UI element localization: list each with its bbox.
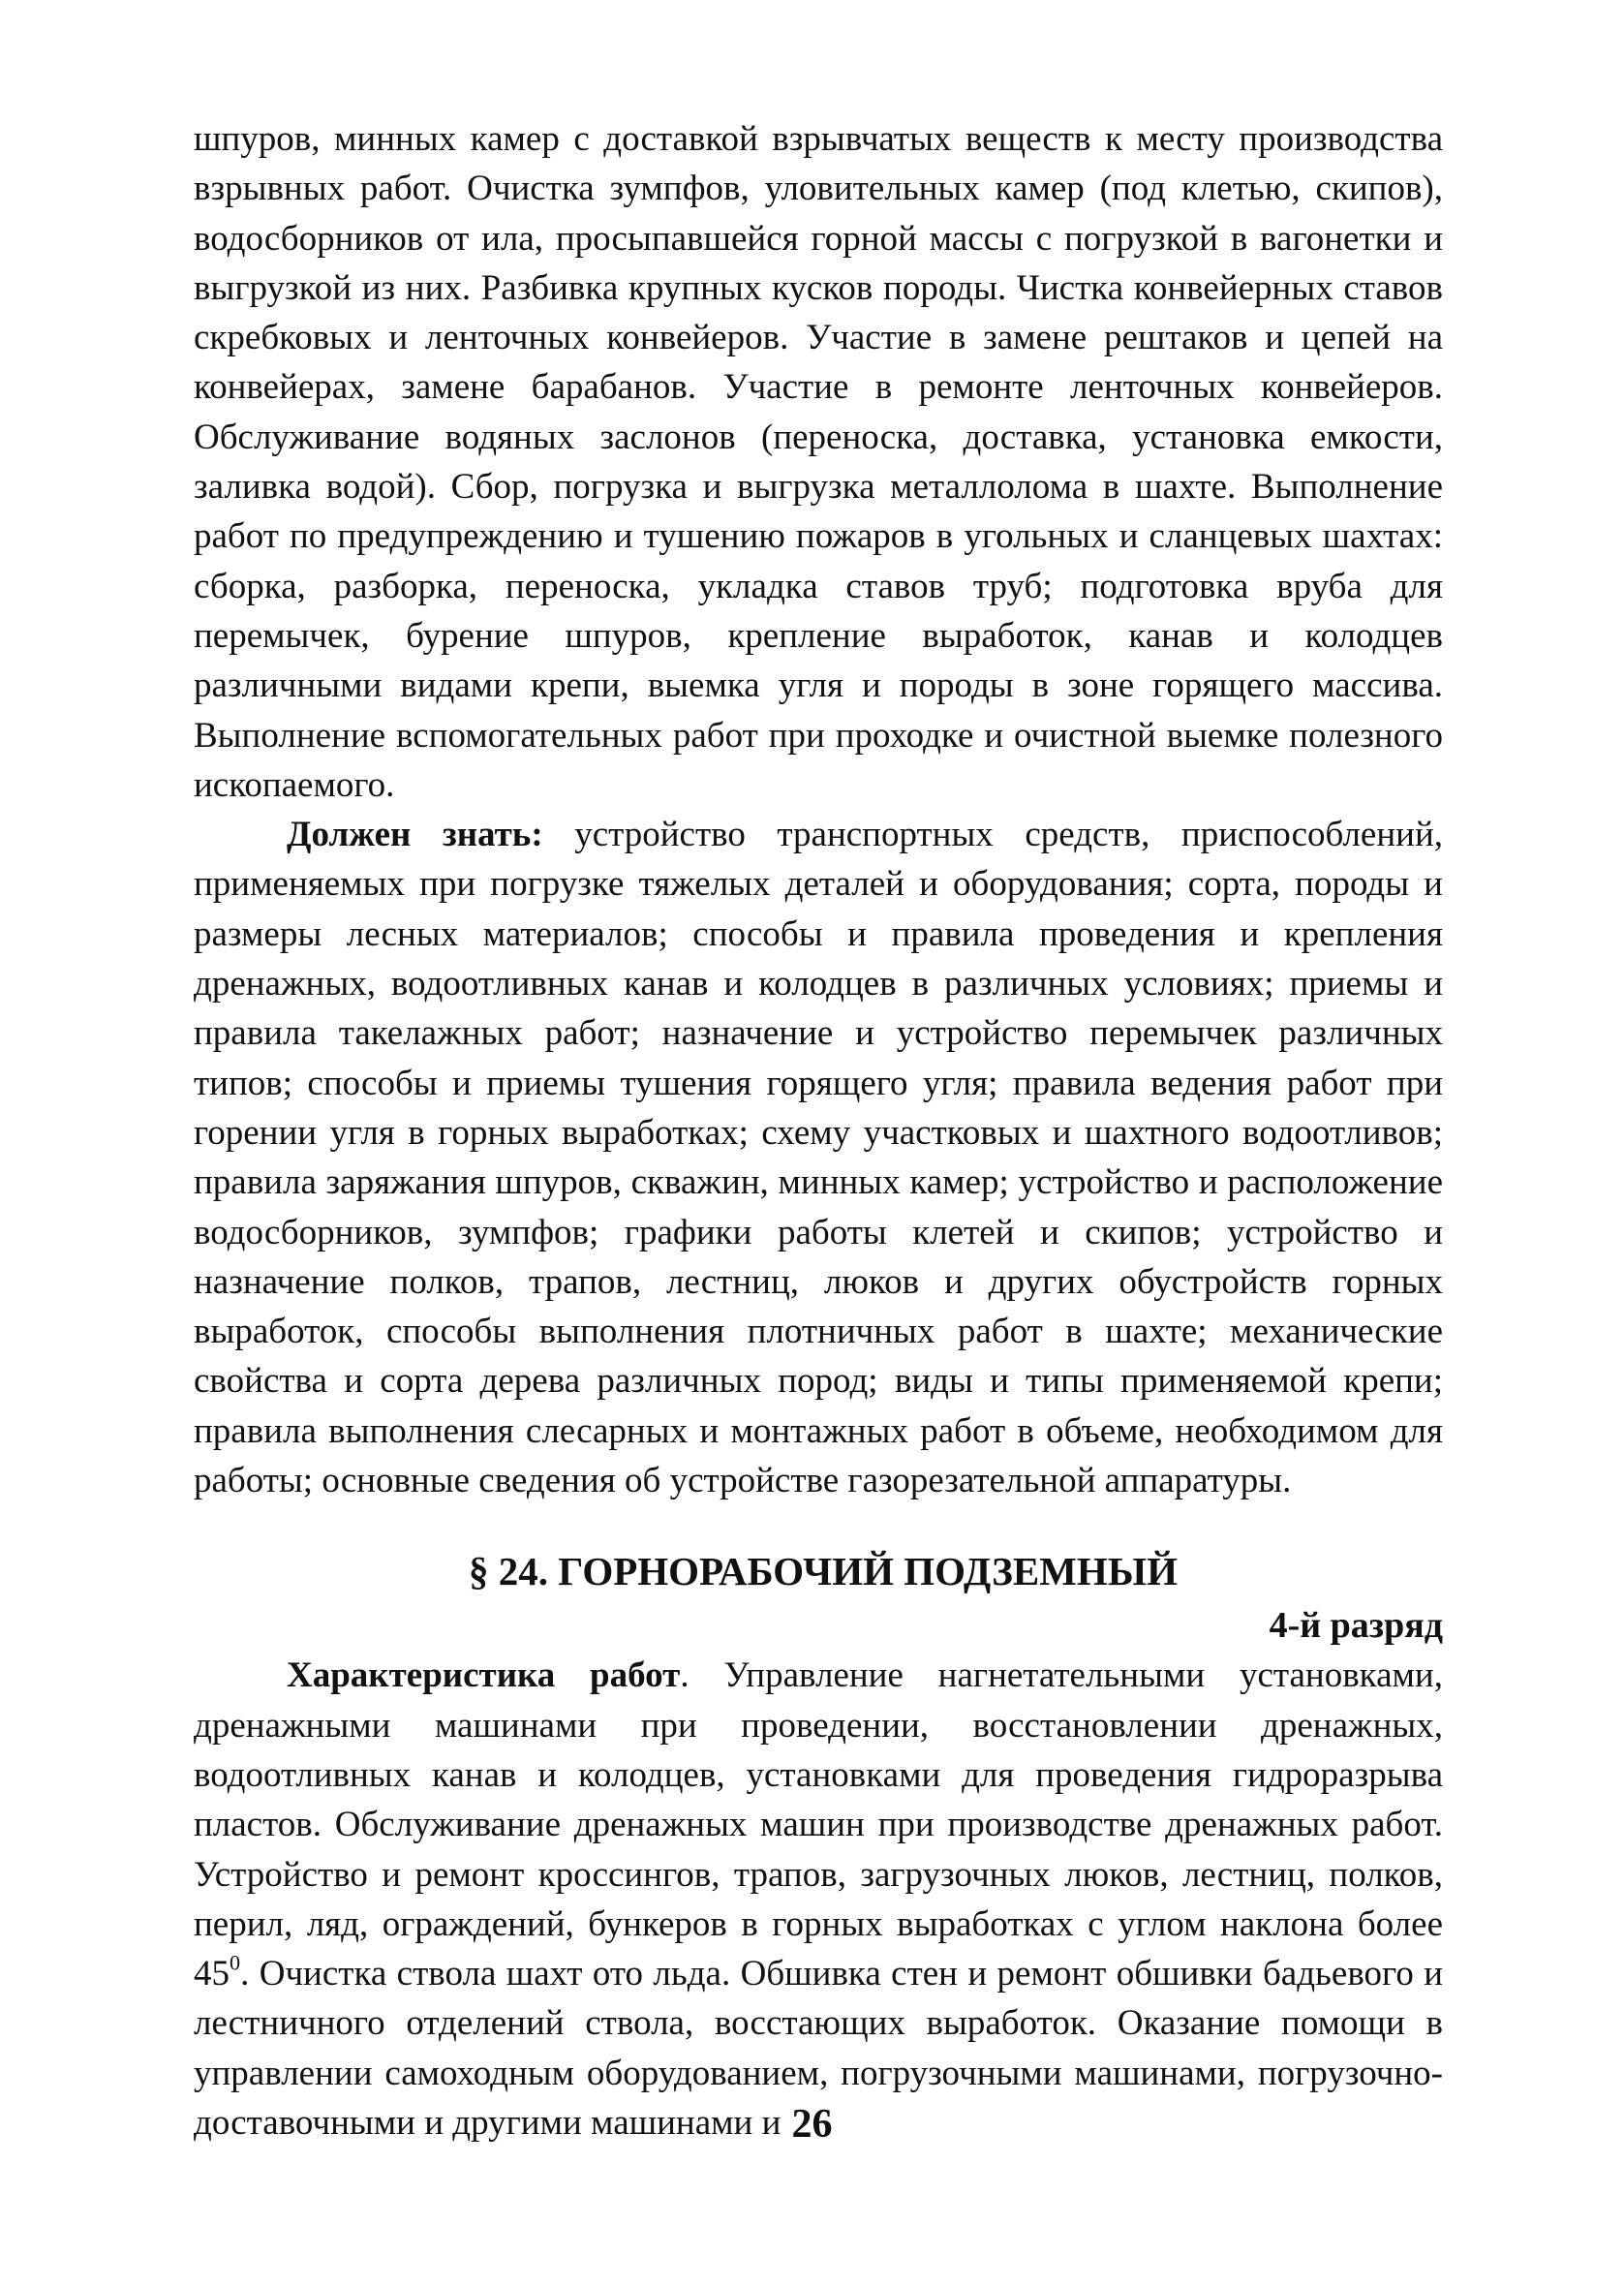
- paragraph-characteristics-text-end: . Очистка ствола шахт ото льда. Обшивка стен и ремонт обшивки бадьевого и лестничного отделений ствола, восстающих выработок. Оказание помощи в управлении самоходным оборудованием, погрузочными машинами, погрузочно-доставочными и другими машинами и: [194, 1954, 1443, 2143]
- grade-label: 4-й разряд: [1269, 1605, 1443, 1647]
- paragraph-must-know: [194, 810, 1443, 1505]
- paragraph-continuation: шпуров, минных камер с доставкой взрывчатых веществ к месту производства взрывных работ. Очистка зумпфов, уловительных камер (под клетью, скипов), водосборников от ила, просыпавшейся горной массы с погрузкой в вагонетки и выгрузкой из них. Разбивка крупных кусков породы. Чистка конвейерных ставов скребковых и ленточных конвейеров. Участие в замене рештаков и цепей на конвейерах, замене барабанов. Участие в ремонте ленточных конвейеров. Обслуживание водяных заслонов (переноска, доставка, установка емкости, заливка водой). Сбор, погрузка и выгрузка металлолома в шахте. Выполнение работ по предупреждению и тушению пожаров в угольных и сланцевых шахтах: сборка, разборка, переноска, укладка ставов труб; подготовка вруба для перемычек, бурение шпуров, крепление выработок, канав и колодцев различными видами крепи, выемка угля и породы в зоне горящего массива. Выполнение вспомогательных работ при проходке и очистной выемке полезного ископаемого.: [194, 119, 1443, 805]
- paragraph-lead-must-know: Должен знать:: [287, 815, 543, 855]
- section-heading: § 24. ГОРНОРАБОЧИЙ ПОДЗЕМНЫЙ: [469, 1549, 1178, 1594]
- document-page: [194, 114, 1443, 2148]
- paragraph-characteristics-text: . Управление нагнетательными установками, дренажными машинами при проведении, восстановлении дренажных, водоотливных канав и колодцев, установками для проведения гидроразрыва пластов. Обслуживание дренажных машин при производстве дренажных работ. Устройство и ремонт кроссингов, трапов, загрузочных люков, лестниц, полков, перил, ляд, ограждений, бункеров в горных выработках с углом наклона более 45: [194, 1655, 1443, 1994]
- paragraph-lead-characteristics: Характеристика работ: [287, 1655, 681, 1696]
- page-number: 26: [791, 2102, 833, 2147]
- paragraph-must-know-text: устройство транспортных средств, приспособлений, применяемых при погрузке тяжелых деталей и оборудования; сорта, породы и размеры лесных материалов; способы и правила проведения и крепления дренажных, водоотливных канав и колодцев в различных условиях; приемы и правила такелажных работ; назначение и устройство перемычек различных типов; способы и приемы тушения горящего угля; правила ведения работ при горении угля в горных выработках; схему участковых и шахтного водоотливов; правила заряжания шпуров, скважин, минных камер; устройство и расположение водосборников, зумпфов; графики работы клетей и скипов; устройство и назначение полков, трапов, лестниц, люков и других обустройств горных выработок, способы выполнения плотничных работ в шахте; механические свойства и сорта дерева различных пород; виды и типы применяемой крепи; правила выполнения слесарных и монтажных работ в объеме, необходимом для работы; основные сведения об устройстве газорезательной аппаратуры.: [194, 815, 1443, 1501]
- degree-superscript: 0: [230, 1950, 241, 1975]
- paragraph-job-characteristics: [194, 1651, 1443, 2148]
